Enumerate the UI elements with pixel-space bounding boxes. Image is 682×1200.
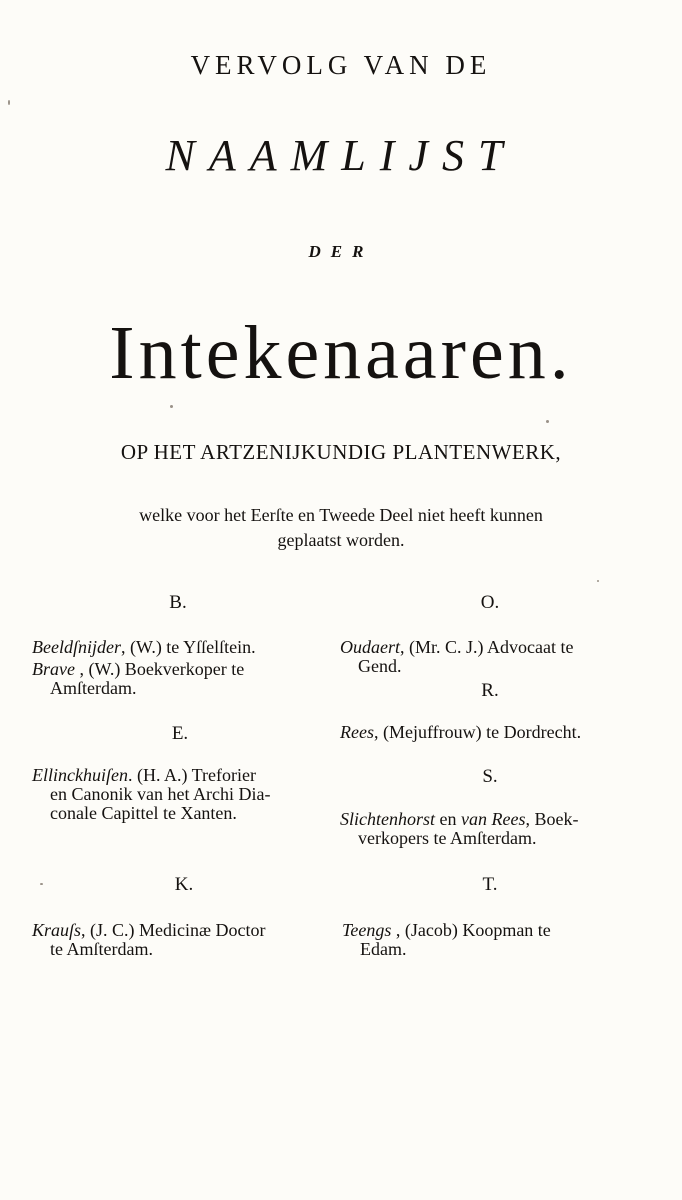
- entry-continuation: Amſterdam.: [50, 678, 137, 698]
- list-entry-beeldsnijder: [32, 638, 256, 657]
- section-letter-r: R.: [481, 680, 499, 701]
- entry-text: , (W.) te Yſſelſtein.: [120, 637, 256, 657]
- heading-intekenaaren: Intekenaaren.: [109, 311, 573, 395]
- list-entry-oudaert: [340, 638, 573, 676]
- list-entry-krauss: [32, 921, 266, 959]
- entry-text: , (Mejuffrouw) te Dordrecht.: [373, 722, 582, 742]
- entry-name: Brave: [32, 659, 75, 679]
- entry-continuation: te Amſterdam.: [50, 939, 153, 959]
- entry-continuation: verkopers te Amſterdam.: [358, 828, 537, 848]
- paper-speck: [597, 580, 599, 582]
- entry-text: , (W.) Boekverkoper te: [74, 659, 245, 679]
- list-entry-teengs: [342, 921, 551, 959]
- entry-text: , (Jacob) Koopman te: [391, 920, 551, 940]
- entry-text: en: [435, 809, 461, 829]
- list-entry-brave: [32, 660, 244, 698]
- heading-der: DER: [308, 242, 374, 261]
- entry-name: Ellinckhuiſen: [32, 765, 128, 785]
- list-entry-ellinckhuisen: [32, 766, 270, 823]
- section-letter-t: T.: [482, 874, 498, 895]
- entry-text: , (J. C.) Medicinæ Doctor: [81, 920, 266, 940]
- section-letter-k: K.: [174, 874, 194, 895]
- section-letter-o: O.: [480, 592, 500, 613]
- entry-continuation-2: conale Capittel te Xanten.: [50, 803, 237, 823]
- heading-naamlijst: NAAMLIJST: [165, 131, 517, 180]
- entry-text: , (Mr. C. J.) Advocaat te: [400, 637, 574, 657]
- list-entry-slichtenhorst: [340, 810, 578, 848]
- section-letter-b: B.: [169, 592, 187, 613]
- entry-name-2: van Rees: [461, 809, 526, 829]
- paper-speck: [40, 883, 43, 885]
- entry-name: Oudaert: [340, 637, 400, 657]
- entry-name: Beeldſnijder: [32, 637, 121, 657]
- subheading-plantenwerk: OP HET ARTZENIJKUNDIG PLANTENWERK,: [120, 440, 562, 464]
- entry-name: Krauſs: [32, 920, 82, 940]
- section-letter-s: S.: [482, 766, 498, 787]
- paper-speck: [8, 100, 10, 105]
- entry-continuation: Gend.: [358, 656, 402, 676]
- section-letter-e: E.: [171, 723, 189, 744]
- entry-text-2: , Boek-: [525, 809, 579, 829]
- entry-name: Slichtenhorst: [340, 809, 435, 829]
- intro-line-1: welke voor het Eerſte en Tweede Deel niet heeft kunnen: [139, 505, 543, 525]
- heading-vervolg: VERVOLG VAN DE: [190, 50, 492, 80]
- paper-speck: [546, 420, 549, 423]
- paper-speck: [170, 405, 173, 408]
- entry-name: Rees: [340, 722, 374, 742]
- intro-line-2: geplaatst worden.: [277, 530, 405, 550]
- list-entry-rees: [340, 723, 581, 742]
- entry-name: Teengs: [342, 920, 392, 940]
- entry-continuation: en Canonik van het Archi Dia-: [50, 784, 271, 804]
- entry-continuation: Edam.: [360, 939, 407, 959]
- entry-text: . (H. A.) Treforier: [127, 765, 256, 785]
